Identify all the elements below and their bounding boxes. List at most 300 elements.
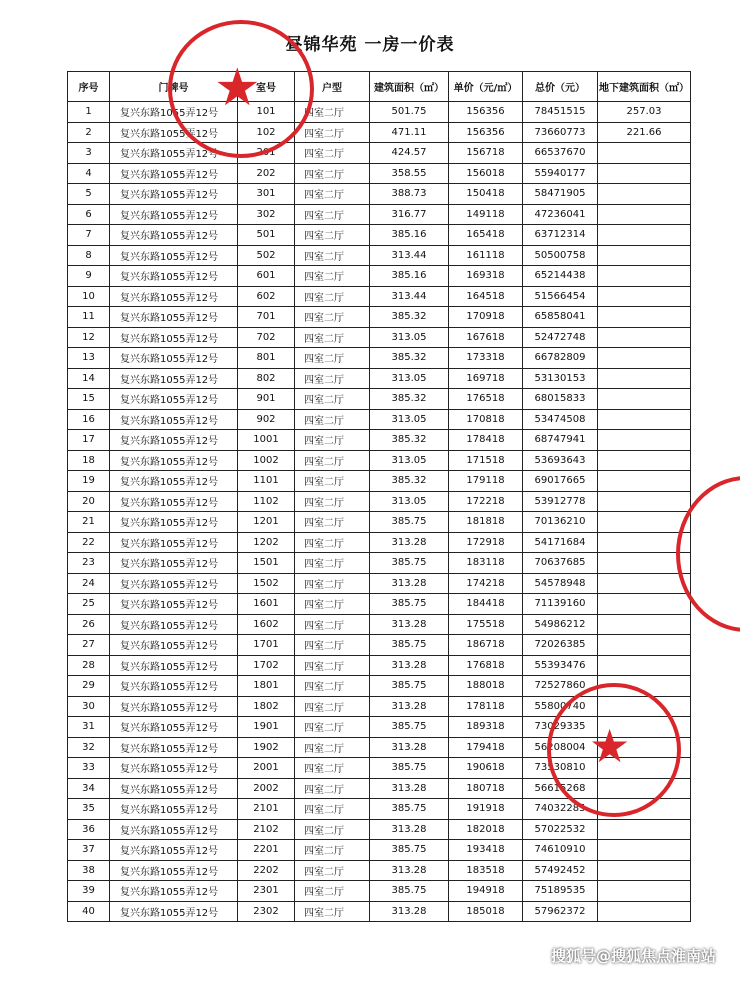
area-cell: 313.28 xyxy=(370,737,449,758)
room-number-cell: 701 xyxy=(238,307,295,328)
row-index: 8 xyxy=(68,245,110,266)
address-cell: 复兴东路1055弄12号 xyxy=(110,225,238,246)
total-price-cell: 70136210 xyxy=(523,512,598,533)
layout-cell: 四室二厅 xyxy=(295,512,370,533)
column-header: 地下建筑面积（㎡） xyxy=(598,72,691,102)
total-price-cell: 56615268 xyxy=(523,778,598,799)
total-price-cell: 50500758 xyxy=(523,245,598,266)
layout-cell: 四室二厅 xyxy=(295,676,370,697)
table-row xyxy=(68,881,691,902)
star-icon: ★ xyxy=(589,719,631,773)
room-number-cell: 501 xyxy=(238,225,295,246)
table-row xyxy=(68,163,691,184)
unit-price-cell: 181818 xyxy=(449,512,523,533)
address-cell: 复兴东路1055弄12号 xyxy=(110,348,238,369)
basement-area-cell xyxy=(598,491,691,512)
area-cell: 313.44 xyxy=(370,245,449,266)
table-row xyxy=(68,799,691,820)
area-cell: 313.05 xyxy=(370,450,449,471)
address-cell: 复兴东路1055弄12号 xyxy=(110,594,238,615)
room-number-cell: 1601 xyxy=(238,594,295,615)
address-cell: 复兴东路1055弄12号 xyxy=(110,204,238,225)
basement-area-cell xyxy=(598,184,691,205)
basement-area-cell xyxy=(598,471,691,492)
page-title: 昼锦华苑 一房一价表 xyxy=(285,35,455,55)
star-icon: ★ xyxy=(214,58,261,118)
room-number-cell: 802 xyxy=(238,368,295,389)
table-row xyxy=(68,819,691,840)
room-number-cell: 1701 xyxy=(238,635,295,656)
total-price-cell: 65858041 xyxy=(523,307,598,328)
unit-price-cell: 169718 xyxy=(449,368,523,389)
row-index: 12 xyxy=(68,327,110,348)
room-number-cell: 1201 xyxy=(238,512,295,533)
unit-price-cell: 183518 xyxy=(449,860,523,881)
table-row xyxy=(68,368,691,389)
table-body xyxy=(68,102,691,922)
area-cell: 313.28 xyxy=(370,655,449,676)
area-cell: 385.75 xyxy=(370,881,449,902)
address-cell: 复兴东路1055弄12号 xyxy=(110,307,238,328)
basement-area-cell: 221.66 xyxy=(598,122,691,143)
area-cell: 388.73 xyxy=(370,184,449,205)
unit-price-cell: 171518 xyxy=(449,450,523,471)
row-index: 36 xyxy=(68,819,110,840)
table-row xyxy=(68,553,691,574)
table-row xyxy=(68,225,691,246)
unit-price-cell: 149118 xyxy=(449,204,523,225)
basement-area-cell xyxy=(598,389,691,410)
basement-area-cell xyxy=(598,635,691,656)
basement-area-cell xyxy=(598,348,691,369)
unit-price-cell: 179118 xyxy=(449,471,523,492)
row-index: 34 xyxy=(68,778,110,799)
basement-area-cell xyxy=(598,840,691,861)
total-price-cell: 53474508 xyxy=(523,409,598,430)
layout-cell: 四室二厅 xyxy=(295,348,370,369)
total-price-cell: 73029335 xyxy=(523,717,598,738)
total-price-cell: 71139160 xyxy=(523,594,598,615)
room-number-cell: 202 xyxy=(238,163,295,184)
unit-price-cell: 193418 xyxy=(449,840,523,861)
room-number-cell: 102 xyxy=(238,122,295,143)
table-row xyxy=(68,491,691,512)
basement-area-cell xyxy=(598,409,691,430)
unit-price-cell: 172918 xyxy=(449,532,523,553)
total-price-cell: 54171684 xyxy=(523,532,598,553)
area-cell: 313.28 xyxy=(370,614,449,635)
unit-price-cell: 191918 xyxy=(449,799,523,820)
layout-cell: 四室二厅 xyxy=(295,881,370,902)
table-row xyxy=(68,635,691,656)
table-row xyxy=(68,614,691,635)
area-cell: 313.05 xyxy=(370,327,449,348)
column-header: 门牌号 xyxy=(110,72,238,102)
table-row xyxy=(68,512,691,533)
area-cell: 385.32 xyxy=(370,307,449,328)
address-cell: 复兴东路1055弄12号 xyxy=(110,655,238,676)
address-cell: 复兴东路1055弄12号 xyxy=(110,471,238,492)
table-row xyxy=(68,758,691,779)
total-price-cell: 73530810 xyxy=(523,758,598,779)
room-number-cell: 502 xyxy=(238,245,295,266)
room-number-cell: 201 xyxy=(238,143,295,164)
row-index: 4 xyxy=(68,163,110,184)
row-index: 6 xyxy=(68,204,110,225)
table-row xyxy=(68,655,691,676)
room-number-cell: 1102 xyxy=(238,491,295,512)
table-row xyxy=(68,717,691,738)
room-number-cell: 1101 xyxy=(238,471,295,492)
table-row xyxy=(68,204,691,225)
address-cell: 复兴东路1055弄12号 xyxy=(110,266,238,287)
table-row xyxy=(68,860,691,881)
layout-cell: 四室二厅 xyxy=(295,778,370,799)
row-index: 26 xyxy=(68,614,110,635)
basement-area-cell xyxy=(598,163,691,184)
total-price-cell: 74610910 xyxy=(523,840,598,861)
total-price-cell: 57492452 xyxy=(523,860,598,881)
unit-price-cell: 188018 xyxy=(449,676,523,697)
layout-cell: 四室二厅 xyxy=(295,409,370,430)
address-cell: 复兴东路1055弄12号 xyxy=(110,245,238,266)
layout-cell: 四室二厅 xyxy=(295,368,370,389)
unit-price-cell: 189318 xyxy=(449,717,523,738)
total-price-cell: 55800740 xyxy=(523,696,598,717)
unit-price-cell: 194918 xyxy=(449,881,523,902)
basement-area-cell xyxy=(598,614,691,635)
total-price-cell: 65214438 xyxy=(523,266,598,287)
total-price-cell: 78451515 xyxy=(523,102,598,123)
row-index: 19 xyxy=(68,471,110,492)
layout-cell: 四室二厅 xyxy=(295,737,370,758)
basement-area-cell xyxy=(598,799,691,820)
unit-price-cell: 170818 xyxy=(449,409,523,430)
address-cell: 复兴东路1055弄12号 xyxy=(110,430,238,451)
layout-cell: 四室二厅 xyxy=(295,696,370,717)
unit-price-cell: 186718 xyxy=(449,635,523,656)
basement-area-cell xyxy=(598,266,691,287)
room-number-cell: 301 xyxy=(238,184,295,205)
address-cell: 复兴东路1055弄12号 xyxy=(110,573,238,594)
area-cell: 313.28 xyxy=(370,901,449,922)
room-number-cell: 702 xyxy=(238,327,295,348)
row-index: 14 xyxy=(68,368,110,389)
unit-price-cell: 176518 xyxy=(449,389,523,410)
layout-cell: 四室二厅 xyxy=(295,799,370,820)
row-index: 3 xyxy=(68,143,110,164)
row-index: 11 xyxy=(68,307,110,328)
unit-price-cell: 180718 xyxy=(449,778,523,799)
table-row xyxy=(68,122,691,143)
room-number-cell: 602 xyxy=(238,286,295,307)
total-price-cell: 66782809 xyxy=(523,348,598,369)
basement-area-cell xyxy=(598,286,691,307)
unit-price-cell: 170918 xyxy=(449,307,523,328)
layout-cell: 四室二厅 xyxy=(295,163,370,184)
area-cell: 385.75 xyxy=(370,758,449,779)
room-number-cell: 601 xyxy=(238,266,295,287)
layout-cell: 四室二厅 xyxy=(295,471,370,492)
area-cell: 316.77 xyxy=(370,204,449,225)
address-cell: 复兴东路1055弄12号 xyxy=(110,635,238,656)
column-header: 总价（元） xyxy=(523,72,598,102)
total-price-cell: 66537670 xyxy=(523,143,598,164)
room-number-cell: 1002 xyxy=(238,450,295,471)
room-number-cell: 1702 xyxy=(238,655,295,676)
layout-cell: 四室二厅 xyxy=(295,901,370,922)
total-price-cell: 55940177 xyxy=(523,163,598,184)
layout-cell: 四室二厅 xyxy=(295,655,370,676)
total-price-cell: 73660773 xyxy=(523,122,598,143)
row-index: 40 xyxy=(68,901,110,922)
table-row xyxy=(68,696,691,717)
unit-price-cell: 150418 xyxy=(449,184,523,205)
area-cell: 313.05 xyxy=(370,368,449,389)
room-number-cell: 101 xyxy=(238,102,295,123)
layout-cell: 四室二厅 xyxy=(295,450,370,471)
layout-cell: 四室二厅 xyxy=(295,573,370,594)
table-row xyxy=(68,840,691,861)
layout-cell: 四室二厅 xyxy=(295,143,370,164)
total-price-cell: 72527860 xyxy=(523,676,598,697)
basement-area-cell xyxy=(598,553,691,574)
room-number-cell: 2101 xyxy=(238,799,295,820)
total-price-cell: 63712314 xyxy=(523,225,598,246)
area-cell: 313.28 xyxy=(370,860,449,881)
table-row xyxy=(68,102,691,123)
column-header: 户型 xyxy=(295,72,370,102)
column-header: 建筑面积（㎡） xyxy=(370,72,449,102)
layout-cell: 四室二厅 xyxy=(295,266,370,287)
row-index: 32 xyxy=(68,737,110,758)
layout-cell: 四室二厅 xyxy=(295,102,370,123)
room-number-cell: 1901 xyxy=(238,717,295,738)
price-table xyxy=(67,71,691,922)
unit-price-cell: 156356 xyxy=(449,102,523,123)
layout-cell: 四室二厅 xyxy=(295,819,370,840)
table-row xyxy=(68,184,691,205)
room-number-cell: 1501 xyxy=(238,553,295,574)
area-cell: 385.32 xyxy=(370,389,449,410)
area-cell: 385.75 xyxy=(370,717,449,738)
layout-cell: 四室二厅 xyxy=(295,225,370,246)
table-row xyxy=(68,430,691,451)
layout-cell: 四室二厅 xyxy=(295,122,370,143)
row-index: 39 xyxy=(68,881,110,902)
layout-cell: 四室二厅 xyxy=(295,635,370,656)
row-index: 29 xyxy=(68,676,110,697)
room-number-cell: 2001 xyxy=(238,758,295,779)
total-price-cell: 74032285 xyxy=(523,799,598,820)
layout-cell: 四室二厅 xyxy=(295,614,370,635)
address-cell: 复兴东路1055弄12号 xyxy=(110,491,238,512)
address-cell: 复兴东路1055弄12号 xyxy=(110,102,238,123)
total-price-cell: 55393476 xyxy=(523,655,598,676)
total-price-cell: 57962372 xyxy=(523,901,598,922)
row-index: 15 xyxy=(68,389,110,410)
table-row xyxy=(68,307,691,328)
room-number-cell: 1202 xyxy=(238,532,295,553)
total-price-cell: 68747941 xyxy=(523,430,598,451)
row-index: 10 xyxy=(68,286,110,307)
table-row xyxy=(68,266,691,287)
area-cell: 385.32 xyxy=(370,430,449,451)
unit-price-cell: 182018 xyxy=(449,819,523,840)
area-cell: 313.44 xyxy=(370,286,449,307)
table-row xyxy=(68,471,691,492)
basement-area-cell xyxy=(598,512,691,533)
row-index: 9 xyxy=(68,266,110,287)
basement-area-cell xyxy=(598,143,691,164)
unit-price-cell: 167618 xyxy=(449,327,523,348)
row-index: 31 xyxy=(68,717,110,738)
basement-area-cell xyxy=(598,881,691,902)
unit-price-cell: 156018 xyxy=(449,163,523,184)
address-cell: 复兴东路1055弄12号 xyxy=(110,881,238,902)
basement-area-cell xyxy=(598,717,691,738)
unit-price-cell: 183118 xyxy=(449,553,523,574)
area-cell: 313.28 xyxy=(370,573,449,594)
room-number-cell: 302 xyxy=(238,204,295,225)
address-cell: 复兴东路1055弄12号 xyxy=(110,184,238,205)
address-cell: 复兴东路1055弄12号 xyxy=(110,696,238,717)
unit-price-cell: 156718 xyxy=(449,143,523,164)
unit-price-cell: 175518 xyxy=(449,614,523,635)
area-cell: 385.32 xyxy=(370,471,449,492)
unit-price-cell: 178118 xyxy=(449,696,523,717)
layout-cell: 四室二厅 xyxy=(295,307,370,328)
total-price-cell: 70637685 xyxy=(523,553,598,574)
table-row xyxy=(68,901,691,922)
basement-area-cell xyxy=(598,307,691,328)
room-number-cell: 901 xyxy=(238,389,295,410)
total-price-cell: 68015833 xyxy=(523,389,598,410)
address-cell: 复兴东路1055弄12号 xyxy=(110,799,238,820)
area-cell: 471.11 xyxy=(370,122,449,143)
row-index: 7 xyxy=(68,225,110,246)
total-price-cell: 53130153 xyxy=(523,368,598,389)
basement-area-cell xyxy=(598,737,691,758)
layout-cell: 四室二厅 xyxy=(295,430,370,451)
unit-price-cell: 161118 xyxy=(449,245,523,266)
watermark: 搜狐号@搜狐焦点淮南站 xyxy=(550,947,716,965)
address-cell: 复兴东路1055弄12号 xyxy=(110,286,238,307)
table-row xyxy=(68,245,691,266)
total-price-cell: 54578948 xyxy=(523,573,598,594)
address-cell: 复兴东路1055弄12号 xyxy=(110,901,238,922)
total-price-cell: 53693643 xyxy=(523,450,598,471)
address-cell: 复兴东路1055弄12号 xyxy=(110,368,238,389)
table-row xyxy=(68,348,691,369)
table-row xyxy=(68,286,691,307)
layout-cell: 四室二厅 xyxy=(295,553,370,574)
area-cell: 313.05 xyxy=(370,409,449,430)
unit-price-cell: 184418 xyxy=(449,594,523,615)
total-price-cell: 56208004 xyxy=(523,737,598,758)
room-number-cell: 1801 xyxy=(238,676,295,697)
address-cell: 复兴东路1055弄12号 xyxy=(110,840,238,861)
basement-area-cell xyxy=(598,758,691,779)
row-index: 17 xyxy=(68,430,110,451)
area-cell: 313.05 xyxy=(370,491,449,512)
unit-price-cell: 172218 xyxy=(449,491,523,512)
row-index: 21 xyxy=(68,512,110,533)
address-cell: 复兴东路1055弄12号 xyxy=(110,778,238,799)
table-row xyxy=(68,676,691,697)
address-cell: 复兴东路1055弄12号 xyxy=(110,122,238,143)
layout-cell: 四室二厅 xyxy=(295,717,370,738)
basement-area-cell xyxy=(598,225,691,246)
address-cell: 复兴东路1055弄12号 xyxy=(110,614,238,635)
address-cell: 复兴东路1055弄12号 xyxy=(110,819,238,840)
basement-area-cell xyxy=(598,819,691,840)
area-cell: 313.28 xyxy=(370,778,449,799)
address-cell: 复兴东路1055弄12号 xyxy=(110,512,238,533)
address-cell: 复兴东路1055弄12号 xyxy=(110,389,238,410)
room-number-cell: 902 xyxy=(238,409,295,430)
area-cell: 313.28 xyxy=(370,696,449,717)
unit-price-cell: 176818 xyxy=(449,655,523,676)
area-cell: 385.75 xyxy=(370,676,449,697)
layout-cell: 四室二厅 xyxy=(295,184,370,205)
row-index: 1 xyxy=(68,102,110,123)
row-index: 33 xyxy=(68,758,110,779)
layout-cell: 四室二厅 xyxy=(295,491,370,512)
row-index: 5 xyxy=(68,184,110,205)
row-index: 24 xyxy=(68,573,110,594)
row-index: 25 xyxy=(68,594,110,615)
area-cell: 385.16 xyxy=(370,225,449,246)
row-index: 16 xyxy=(68,409,110,430)
row-index: 22 xyxy=(68,532,110,553)
address-cell: 复兴东路1055弄12号 xyxy=(110,163,238,184)
address-cell: 复兴东路1055弄12号 xyxy=(110,758,238,779)
basement-area-cell xyxy=(598,573,691,594)
row-index: 30 xyxy=(68,696,110,717)
table-row xyxy=(68,737,691,758)
total-price-cell: 47236041 xyxy=(523,204,598,225)
total-price-cell: 57022532 xyxy=(523,819,598,840)
room-number-cell: 1001 xyxy=(238,430,295,451)
room-number-cell: 2102 xyxy=(238,819,295,840)
unit-price-cell: 165418 xyxy=(449,225,523,246)
table-row xyxy=(68,778,691,799)
basement-area-cell xyxy=(598,204,691,225)
row-index: 35 xyxy=(68,799,110,820)
address-cell: 复兴东路1055弄12号 xyxy=(110,553,238,574)
area-cell: 313.28 xyxy=(370,819,449,840)
address-cell: 复兴东路1055弄12号 xyxy=(110,143,238,164)
row-index: 28 xyxy=(68,655,110,676)
unit-price-cell: 156356 xyxy=(449,122,523,143)
table-row xyxy=(68,389,691,410)
column-header: 单价（元/㎡） xyxy=(449,72,523,102)
area-cell: 385.16 xyxy=(370,266,449,287)
layout-cell: 四室二厅 xyxy=(295,758,370,779)
area-cell: 385.75 xyxy=(370,635,449,656)
area-cell: 358.55 xyxy=(370,163,449,184)
basement-area-cell: 257.03 xyxy=(598,102,691,123)
address-cell: 复兴东路1055弄12号 xyxy=(110,737,238,758)
address-cell: 复兴东路1055弄12号 xyxy=(110,532,238,553)
basement-area-cell xyxy=(598,696,691,717)
area-cell: 424.57 xyxy=(370,143,449,164)
area-cell: 501.75 xyxy=(370,102,449,123)
table-row xyxy=(68,450,691,471)
row-index: 37 xyxy=(68,840,110,861)
total-price-cell: 58471905 xyxy=(523,184,598,205)
